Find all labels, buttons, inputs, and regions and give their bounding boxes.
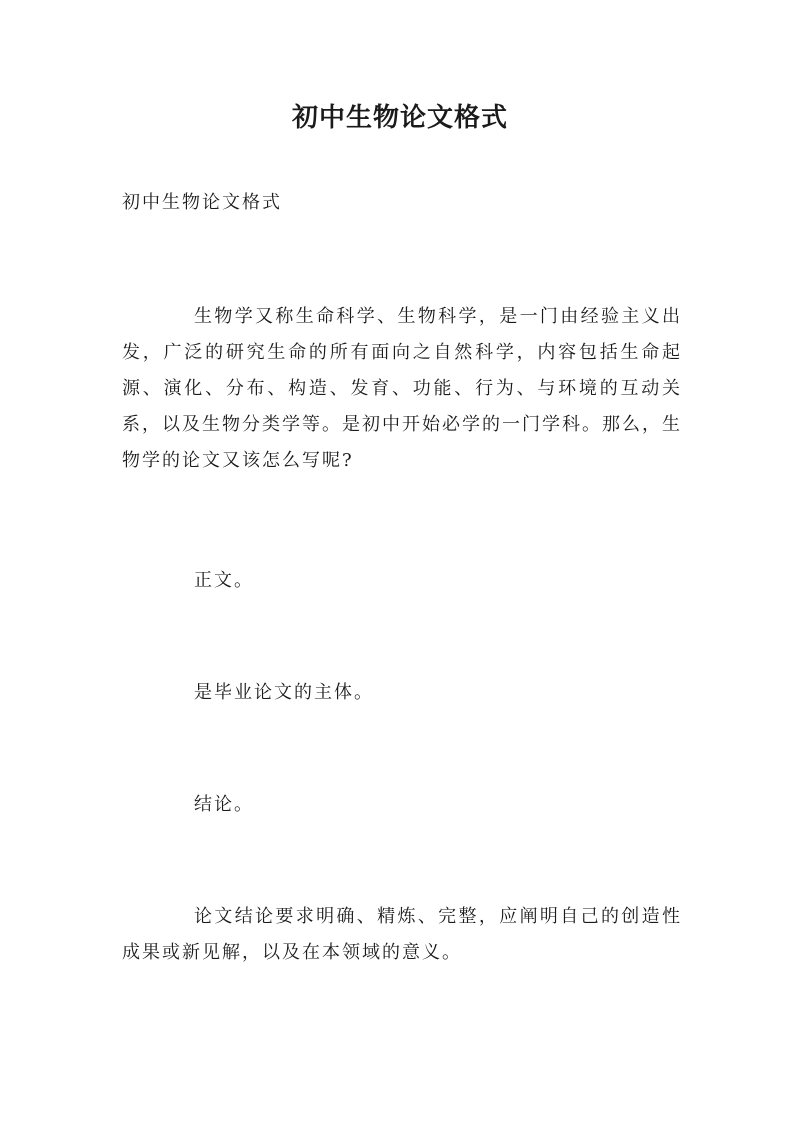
paragraph-body-desc: 是毕业论文的主体。: [194, 682, 374, 703]
paragraph-body-heading: 正文。: [194, 570, 254, 591]
paragraph-intro: 生物学又称生命科学、生物科学，是一门由经验主义出发，广泛的研究生命的所有面向之自然科学，内容包括生命起源、演化、分布、构造、发育、功能、行为、与环境的互动关系，以及生物分类学等。是初中开始必学的一门学科。那么，生物学的论文又该怎么写呢?: [122, 306, 682, 471]
document-subtitle: 初中生物论文格式: [122, 192, 282, 213]
paragraph-conclusion-desc: 论文结论要求明确、精炼、完整，应阐明自己的创造性成果或新见解，以及在本领域的意义。: [122, 906, 682, 963]
document-title: 初中生物论文格式: [291, 103, 508, 133]
paragraph-conclusion-heading: 结论。: [194, 794, 254, 815]
